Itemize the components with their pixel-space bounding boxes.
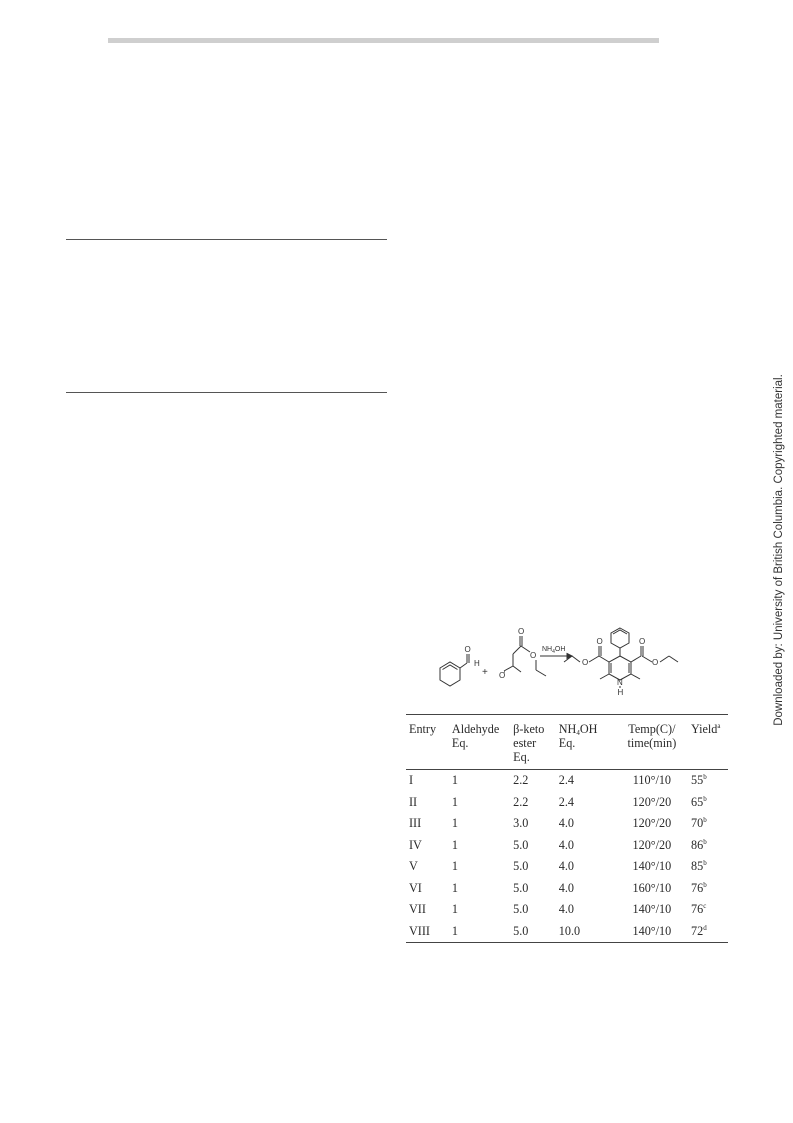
entry-cell: VIII [409, 923, 430, 938]
yield-value: 76 [691, 880, 704, 895]
temp-time-cell: 160°/10 [632, 880, 672, 895]
yield-cell [688, 835, 728, 857]
beta-keto-ester-cell: 2.2 [513, 794, 529, 809]
yield-cell [688, 878, 728, 900]
nh4oh-cell: 4.0 [558, 880, 574, 895]
yield-footnote-mark: b [703, 859, 707, 867]
header-aldehyde: Aldehyde Eq. [451, 722, 500, 750]
beta-keto-ester-cell: 5.0 [513, 902, 529, 916]
temp-time-cell: 110°/10 [632, 773, 672, 787]
nh4oh-cell: 4.0 [558, 859, 574, 873]
aldehyde-cell: 1 [451, 859, 458, 873]
aldehyde-cell: 1 [451, 773, 458, 787]
aldehyde-cell: 1 [451, 880, 458, 895]
aldehyde-cell: 1 [451, 923, 458, 938]
benzaldehyde-structure [440, 645, 480, 686]
nh4oh-cell: 4.0 [558, 837, 574, 852]
table-row [406, 813, 728, 835]
section-rule-bottom [66, 392, 387, 393]
table-body [406, 770, 728, 943]
table-row [406, 835, 728, 857]
yield-cell [688, 899, 728, 921]
entry-cell: II [409, 794, 418, 809]
yield-value: 65 [691, 794, 704, 809]
temp-time-cell: 120°/20 [632, 837, 672, 852]
yield-value: 86 [691, 837, 704, 852]
entry-cell: IV [409, 837, 422, 852]
header-entry: Entry [409, 722, 437, 736]
aldehyde-h-label: H [474, 659, 480, 668]
beta-keto-ester-cell: 5.0 [513, 837, 529, 852]
header-temp-time: Temp(C)/ time(min) [627, 722, 677, 750]
aldehyde-cell: 1 [451, 837, 458, 852]
yield-cell [688, 856, 728, 878]
entry-cell: III [409, 816, 422, 830]
yield-footnote-mark: b [703, 794, 707, 803]
page-header-bar [108, 38, 659, 43]
yield-cell [688, 813, 728, 835]
ester-o-label: O [518, 627, 525, 636]
temp-time-cell: 140°/10 [632, 859, 672, 873]
ring-n-label: N [617, 678, 623, 687]
nh4oh-cell: 2.4 [558, 794, 574, 809]
table-row [406, 792, 728, 814]
reaction-scheme [420, 622, 720, 708]
left-carbonyl-o-label: O [596, 637, 603, 646]
table-row [406, 878, 728, 900]
download-watermark: Downloaded by: University of British Columbia. Copyrighted material. [773, 374, 785, 726]
section-rule-top [66, 239, 387, 240]
temp-time-cell: 140°/10 [632, 923, 672, 938]
entry-cell: VII [409, 902, 426, 916]
yield-footnote-mark: b [703, 773, 707, 781]
nh4oh-cell: 4.0 [558, 816, 574, 830]
aldehyde-cell: 1 [451, 902, 458, 916]
right-ester-o-label: O [652, 658, 659, 667]
nh4oh-cell: 4.0 [558, 902, 574, 916]
dihydropyridine-structure [564, 628, 678, 697]
aldehyde-cell: 1 [451, 794, 458, 809]
plus-sign: + [482, 667, 488, 678]
beta-keto-ester-cell: 5.0 [513, 859, 529, 873]
table-header-row [406, 715, 728, 770]
table-row [406, 899, 728, 921]
yield-footnote-mark: d [703, 923, 707, 932]
header-nh4oh: $NH_4OH$ Eq. [558, 722, 598, 750]
yield-cell [688, 792, 728, 814]
yield-footnote-mark: c [703, 902, 707, 910]
table-row [406, 770, 728, 792]
header-yield: Yield$^a$ [691, 722, 721, 736]
reagent-label: $NH_4OH$ [542, 646, 566, 655]
yield-footnote-mark: b [703, 880, 707, 889]
yield-cell [688, 921, 728, 943]
ester-o2-label: O [530, 651, 537, 660]
left-ester-o-label: O [582, 658, 589, 667]
ketone-o-label: O [499, 671, 506, 680]
beta-keto-ester-cell: 5.0 [513, 880, 529, 895]
yield-value: 70 [691, 816, 704, 830]
beta-keto-ester-cell: 5.0 [513, 923, 529, 938]
nh4oh-cell: 10.0 [558, 923, 581, 938]
yield-value: 55 [691, 773, 704, 787]
temp-time-cell: 140°/10 [632, 902, 672, 916]
aldehyde-o-label: O [464, 645, 471, 654]
beta-keto-ester-cell: 2.2 [513, 773, 529, 787]
beta-keto-ester-cell: 3.0 [513, 816, 529, 830]
temp-time-cell: 120°/20 [632, 816, 672, 830]
table-row [406, 921, 728, 943]
right-carbonyl-o-label: O [639, 637, 646, 646]
yield-cell [688, 770, 728, 792]
optimization-table [406, 714, 728, 943]
entry-cell: I [409, 773, 414, 787]
entry-cell: VI [409, 880, 422, 895]
table-row [406, 856, 728, 878]
yield-value: 85 [691, 859, 704, 873]
yield-footnote-mark: b [703, 816, 707, 824]
yield-value: 72 [691, 923, 704, 938]
reaction-arrow [540, 646, 572, 659]
header-beta-keto-ester: β-keto ester Eq. [513, 722, 545, 764]
yield-footnote-mark: b [703, 837, 707, 846]
nh4oh-cell: 2.4 [558, 773, 574, 787]
yield-value: 76 [691, 902, 704, 916]
aldehyde-cell: 1 [451, 816, 458, 830]
ketoester-structure [499, 627, 546, 680]
entry-cell: V [409, 859, 418, 873]
ring-h-label: H [617, 688, 624, 697]
temp-time-cell: 120°/20 [632, 794, 672, 809]
